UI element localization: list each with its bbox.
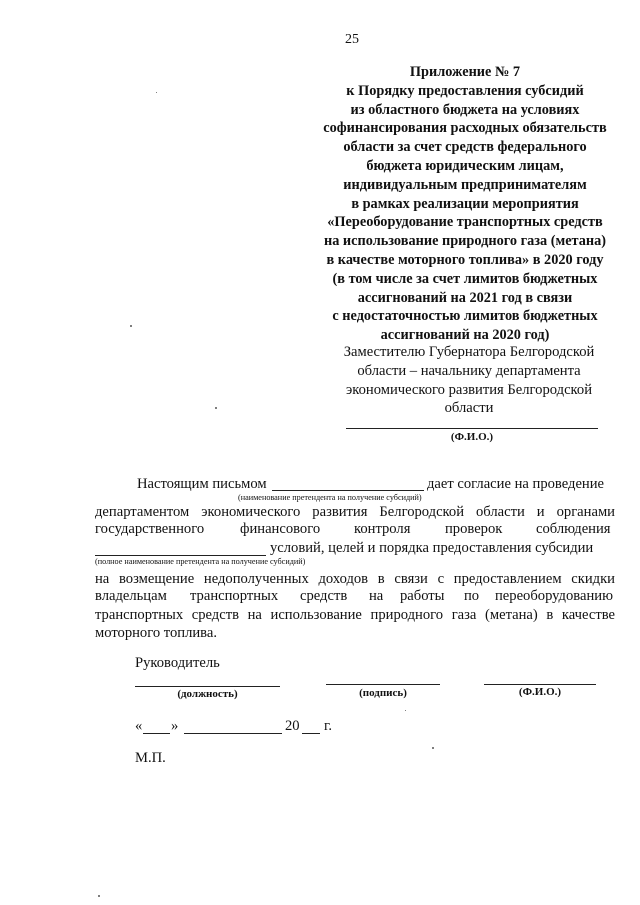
letter-line-5: на возмещение недополученных доходов в связи с предоставлением скидки [95,571,615,587]
appendix-header [290,63,640,345]
caption-signature: (подпись) [359,687,407,699]
letter-line-6-word: владельцам [95,588,167,604]
letter-line-3-word: финансового [240,521,321,537]
letter-line-4-right: условий, целей и порядка предоставления субсидии [270,540,594,556]
appendix-line: к Порядку предоставления субсидий [346,82,584,99]
date-open-quote: « [135,718,143,734]
appendix-line: бюджета юридическим лицам, [366,157,564,174]
appendix-line: ассигнований на 2020 год) [380,327,550,344]
letter-line-6-word: переоборудованию [495,588,613,604]
letter-line-6-word: на [369,588,384,604]
letter-intro-left: Настоящим письмом [137,476,267,492]
appendix-line: из областного бюджета на условиях [350,101,580,118]
date-day-field[interactable] [143,733,170,734]
signature-field[interactable] [326,684,440,685]
appendix-line: (в том числе за счет лимитов бюджетных [332,270,598,287]
letter-intro-right: дает согласие на проведение [427,476,605,492]
letter-line-6-word: работы [400,588,445,604]
page-number: 25 [345,32,359,47]
letter-line-6-word: по [464,588,480,604]
scan-speck [98,895,100,897]
appendix-line: ассигнований на 2021 год в связи [357,289,573,306]
appendix-line: с недостаточностью лимитов бюджетных [332,308,598,325]
addressee-line: области – начальнику департамента [357,362,581,379]
caption-fio: (Ф.И.О.) [518,686,562,698]
letter-line-3-word: государственного [95,521,205,537]
appendix-line: «Переоборудование транспортных средств [327,214,603,231]
addressee-line: Заместителю Губернатора Белгородской [343,344,595,360]
letter-line-6-word: средств [300,588,348,604]
addressee-line: области [444,400,494,417]
applicant-name-field[interactable] [272,490,424,491]
addressee-line: экономического развития Белгородской [345,381,593,398]
appendix-line: софинансирования расходных обязательств [323,120,607,137]
head-label: Руководитель [135,655,220,671]
letter-line-8: моторного топлива. [95,625,218,641]
scan-speck [156,92,157,93]
letter-line-7: транспортных средств на использование природного газа (метана) в качестве [95,607,615,623]
full-applicant-name-field[interactable] [95,555,266,556]
addressee-fio-field[interactable] [346,428,598,429]
scan-speck [405,710,406,711]
appendix-line: индивидуальным предпринимателям [343,176,587,193]
caption-full-applicant: (полное наименование претендента на получение субсидий) [95,557,306,566]
letter-line-2: департаментом экономического развития Белгородской области и органами [95,504,615,520]
date-month-field[interactable] [184,733,282,734]
date-year-field[interactable] [302,733,320,734]
addressee-block [328,343,610,418]
date-year-suffix: г. [324,718,332,734]
caption-applicant: (наименование претендента на получение субсидий) [238,493,422,502]
appendix-line: на использование природного газа (метана) [323,233,607,250]
scan-speck [432,747,434,749]
date-close-quote: » [171,718,179,734]
appendix-line: в качестве моторного топлива» в 2020 году [326,251,604,268]
scan-speck [215,407,217,409]
appendix-line: в рамках реализации мероприятия [351,195,579,212]
letter-line-3-word: контроля [354,521,411,537]
addressee-fio-caption: (Ф.И.О.) [450,431,494,443]
date-year-prefix: 20 [285,718,300,734]
stamp-label: М.П. [135,750,166,766]
scan-speck [130,325,132,327]
caption-position: (должность) [177,688,238,700]
appendix-line: области за счет средств федерального [343,139,587,156]
position-field[interactable] [135,686,280,687]
letter-line-6-word: транспортных [190,588,279,604]
letter-line-3-word: проверок [445,521,503,537]
fio-field[interactable] [484,684,596,685]
letter-line-3-word: соблюдения [536,521,611,537]
appendix-title: Приложение № 7 [409,64,521,80]
